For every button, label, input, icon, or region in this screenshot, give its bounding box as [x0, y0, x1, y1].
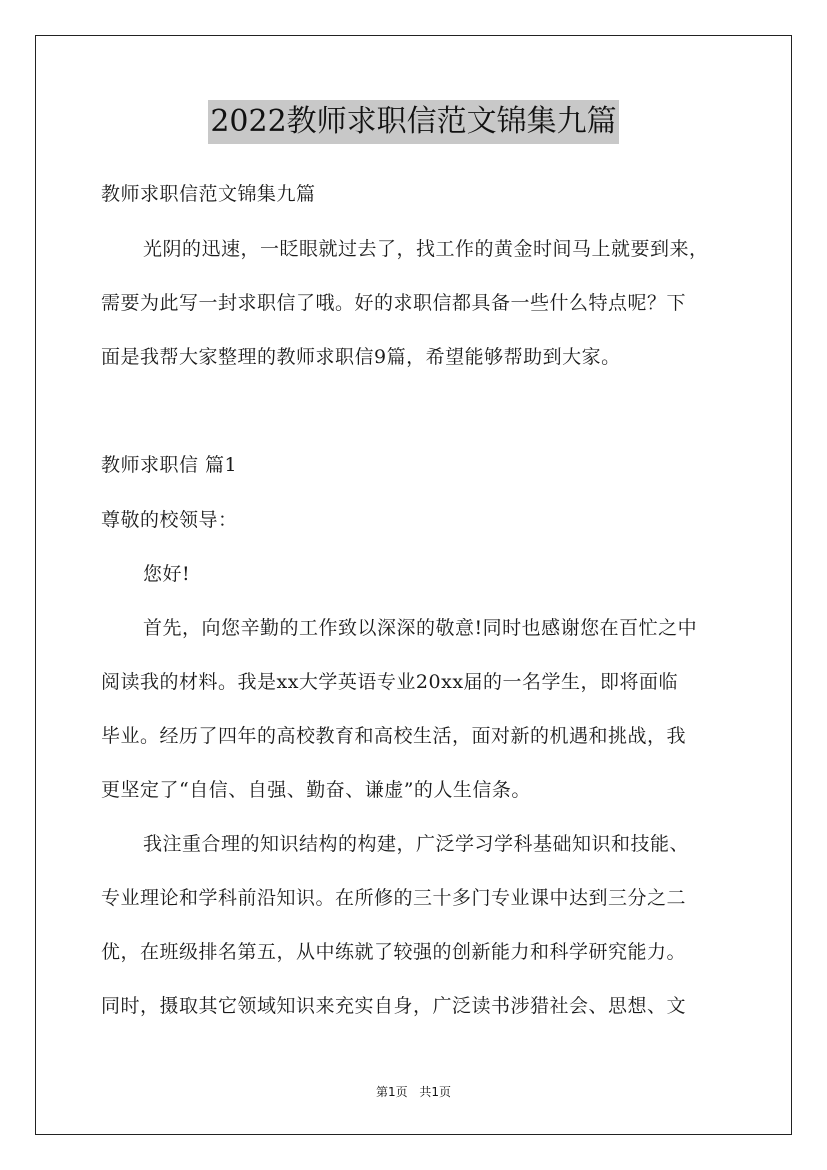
section-heading: 教师求职信 篇1: [101, 454, 238, 476]
paragraph-line: 专业理论和学科前沿知识。在所修的三十多门专业课中达到三分之二: [101, 887, 687, 909]
paragraph-line: 首先，向您辛勤的工作致以深深的敬意!同时也感谢您在百忙之中: [143, 617, 698, 639]
title-container: [0, 100, 827, 144]
page-footer: [0, 1083, 827, 1100]
document-subtitle: 教师求职信范文锦集九篇: [101, 183, 316, 205]
paragraph-line: 更坚定了“自信、自强、勤奋、谦虚”的人生信条。: [101, 779, 531, 801]
page-total: 共1页: [419, 1085, 452, 1099]
intro-line: 需要为此写一封求职信了哦。好的求职信都具备一些什么特点呢？下: [101, 292, 687, 314]
paragraph-line: 同时，摄取其它领域知识来充实自身，广泛读书涉猎社会、思想、文: [101, 995, 687, 1017]
paragraph-line: 毕业。经历了四年的高校教育和高校生活，面对新的机遇和挑战，我: [101, 725, 687, 747]
page-number: 第1页: [375, 1085, 408, 1099]
paragraph-line: 我注重合理的知识结构的构建，广泛学习学科基础知识和技能、: [143, 833, 690, 855]
intro-line: 面是我帮大家整理的教师求职信9篇，希望能够帮助到大家。: [101, 346, 621, 368]
intro-line: 光阴的迅速，一眨眼就过去了，找工作的黄金时间马上就要到来，: [143, 238, 709, 260]
paragraph-line: 优，在班级排名第五，从中练就了较强的创新能力和科学研究能力。: [101, 941, 687, 963]
salutation: 尊敬的校领导：: [101, 509, 238, 531]
document-title: 2022教师求职信范文锦集九篇: [208, 100, 618, 144]
paragraph-line: 阅读我的材料。我是xx大学英语专业20xx届的一名学生，即将面临: [101, 671, 679, 693]
greeting: 您好!: [143, 563, 191, 585]
